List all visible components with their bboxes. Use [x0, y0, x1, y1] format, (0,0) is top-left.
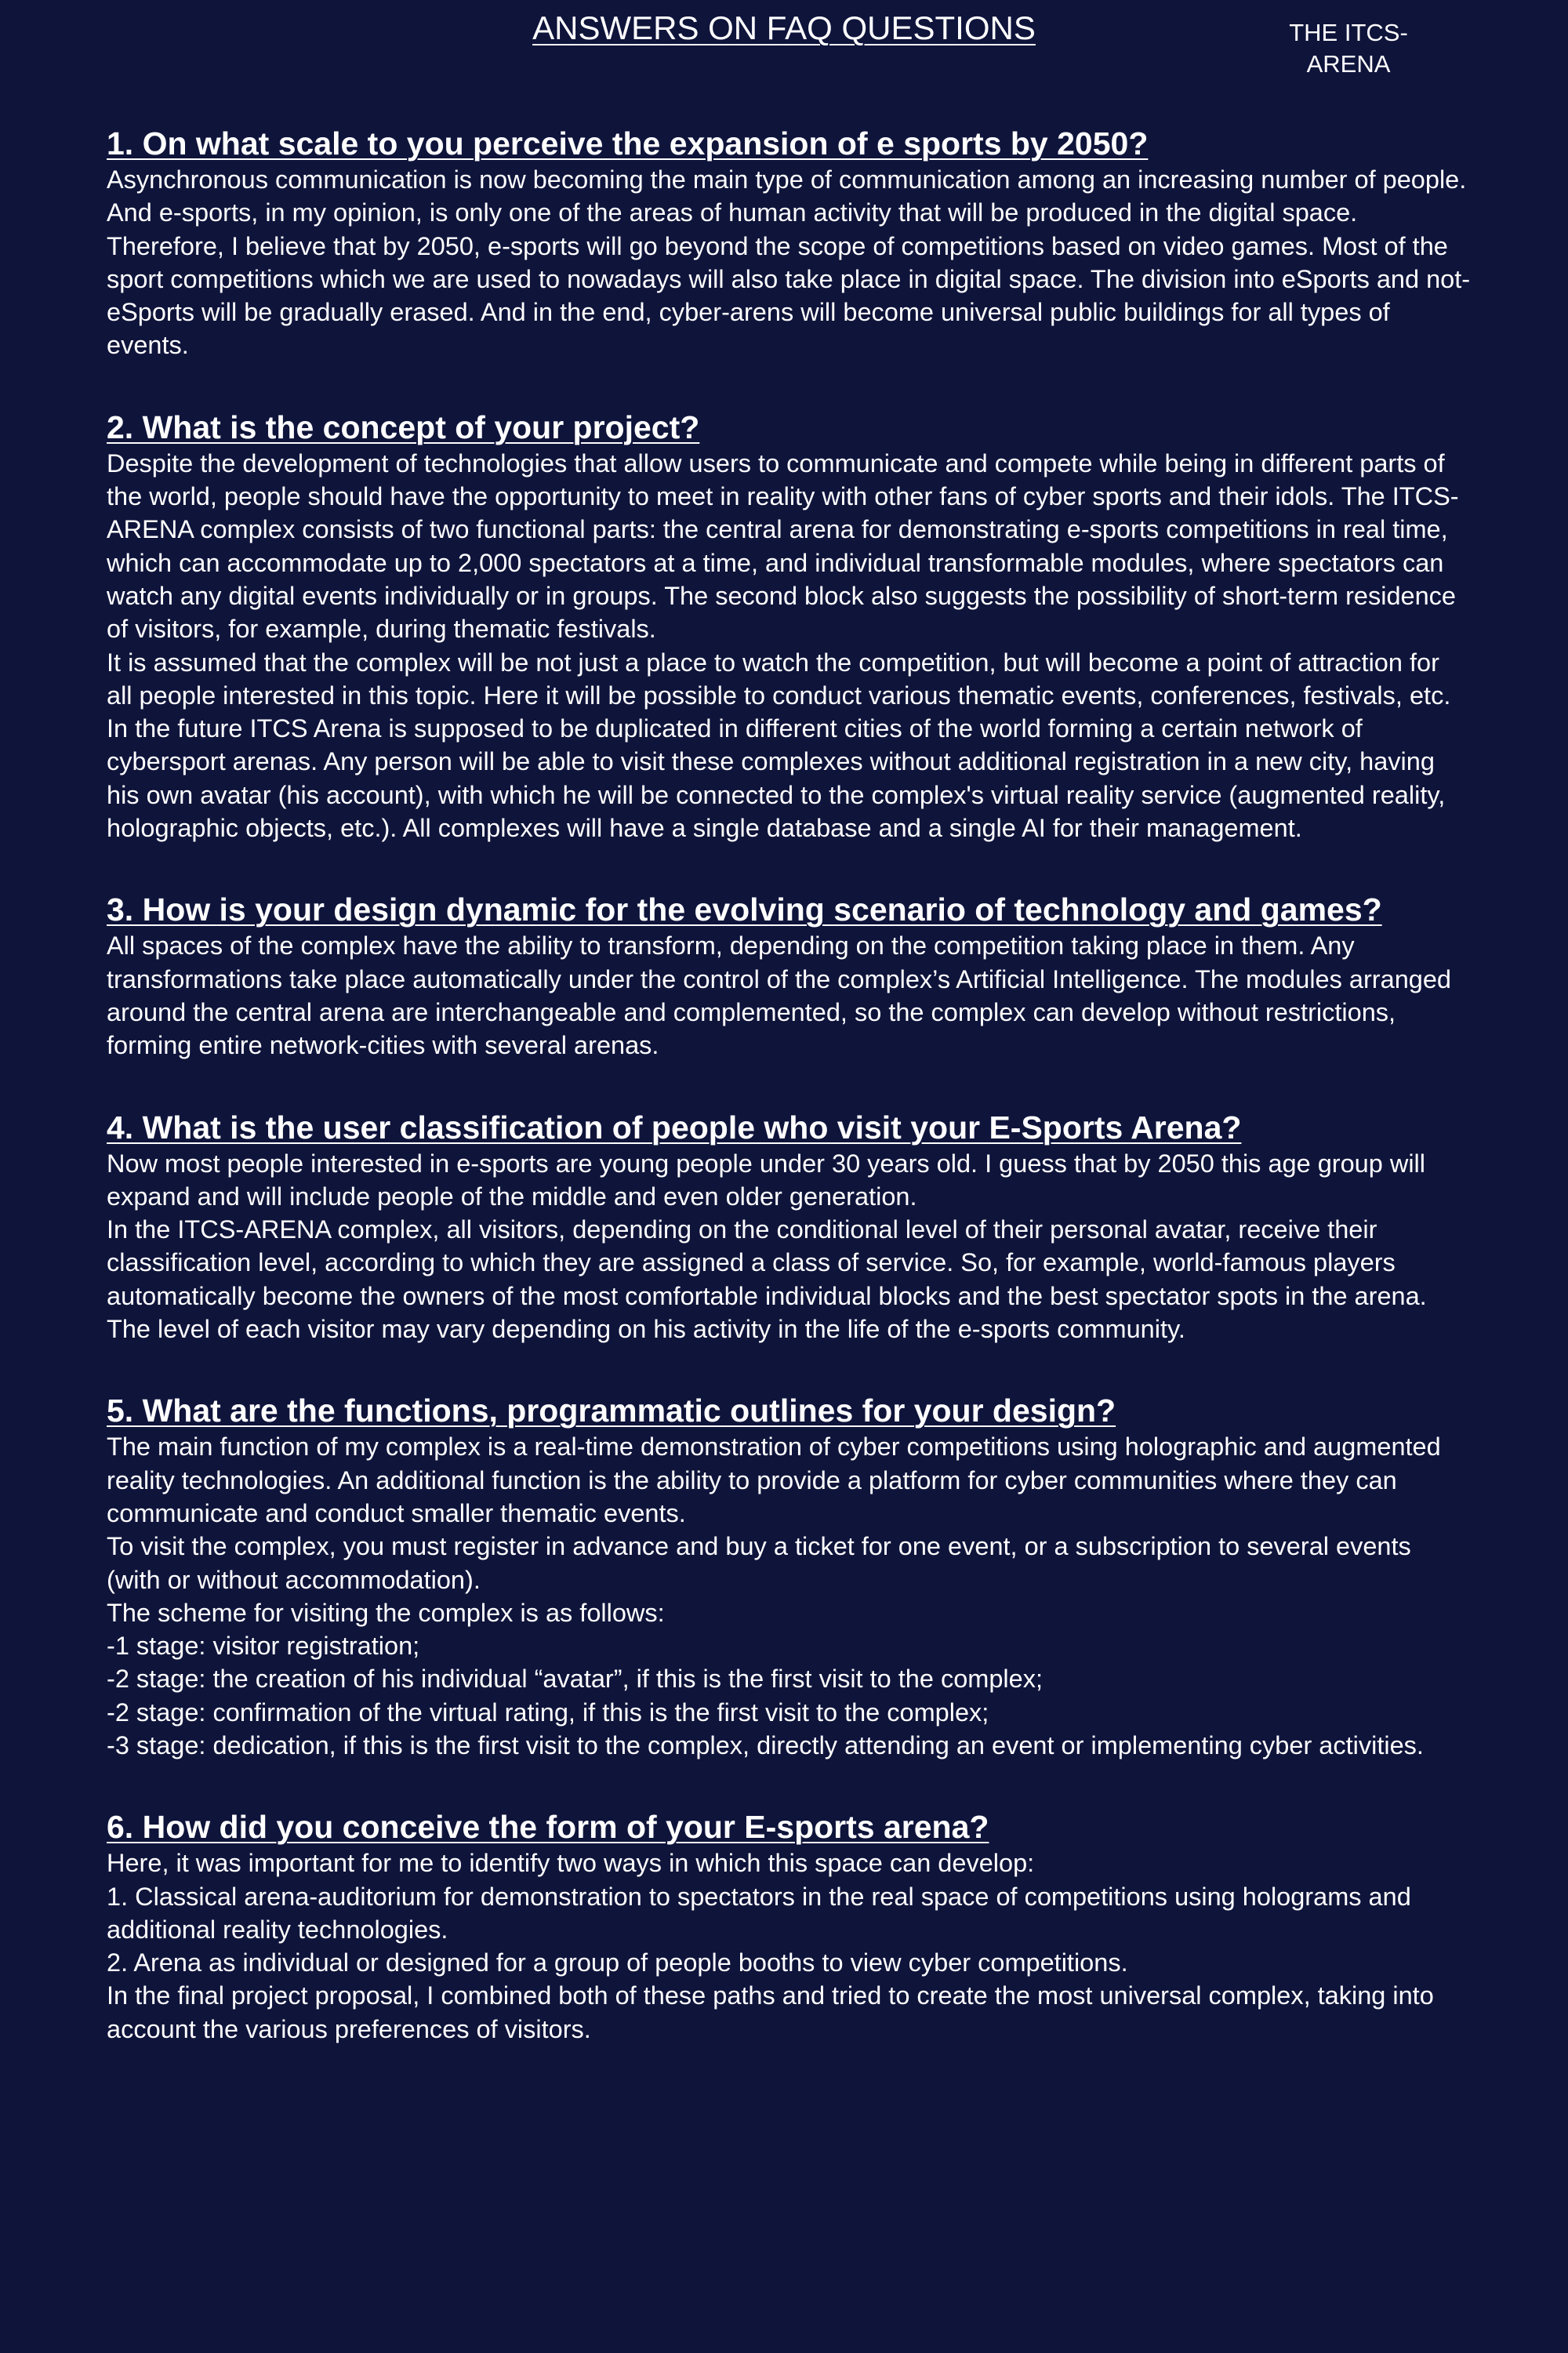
answer-body: [107, 447, 1471, 845]
brand-label: THE ITCS- ARENA: [1289, 19, 1408, 78]
answer-paragraph: To visit the complex, you must register in advance and buy a ticket for one event, or a subscription to several events (with or without accommodation).: [107, 1532, 1411, 1594]
answer-list-item: 2. Arena as individual or designed for a group of people booths to view cyber competitions.: [107, 1948, 1128, 1977]
answer-paragraph: In the final project proposal, I combined both of these paths and tried to create the most universal complex, taking into account the various preferences of visitors.: [107, 1981, 1434, 2043]
faq-section-5: [107, 1391, 1471, 1762]
answer-body: [107, 163, 1471, 362]
answer-paragraph: In the future ITCS Arena is supposed to be duplicated in different cities of the world forming a certain network of cybersport arenas. Any person will be able to visit these complexes without additional registration in a new city, having his own avatar (his account), with which he will be connected to the complex's virtual reality service (augmented reality, holographic objects, etc.). All complexes will have a single database and a single AI for their management.: [107, 714, 1446, 843]
question-heading: 1. On what scale to you perceive the expansion of e sports by 2050?: [107, 125, 1149, 162]
faq-section-4: [107, 1108, 1471, 1346]
answer-paragraph: In the ITCS-ARENA complex, all visitors, depending on the conditional level of their personal avatar, receive their classification level, according to which they are assigned a class of service. So, for example, world-famous players automatically become the owners of the most comfortable individual blocks and the best spectator spots in the arena. The level of each visitor may vary depending on his activity in the life of the e-sports community.: [107, 1215, 1427, 1344]
faq-section-3: [107, 890, 1471, 1062]
answer-paragraph: Despite the development of technologies that allow users to communicate and compete while being in different parts of the world, people should have the opportunity to meet in reality with other fans of cyber sports and their idols. The ITCS-ARENA complex consists of two functional parts: the central arena for demonstrating e-sports competitions in real time, which can accommodate up to 2,000 spectators at a time, and individual transformable modules, where spectators can watch any digital events individually or in groups. The second block also suggests the possibility of short-term residence of visitors, for example, during thematic festivals.: [107, 448, 1459, 644]
answer-body: [107, 1147, 1471, 1346]
answer-list-item: -2 stage: the creation of his individual “avatar”, if this is the first visit to the complex;: [107, 1665, 1043, 1694]
question-heading: 3. How is your design dynamic for the evolving scenario of technology and games?: [107, 891, 1382, 928]
answer-body: [107, 1846, 1471, 2046]
answer-list-item: -3 stage: dedication, if this is the first visit to the complex, directly attending an event or implementing cyber activities.: [107, 1730, 1424, 1759]
answer-paragraph: The scheme for visiting the complex is as follows:: [107, 1598, 665, 1627]
answer-paragraph: The main function of my complex is a real-time demonstration of cyber competitions using holographic and augmented reality technologies. An additional function is the ability to provide a platform for cyber communities where they can communicate and conduct smaller thematic events.: [107, 1432, 1441, 1527]
answer-list-item: 1. Classical arena-auditorium for demonstration to spectators in the real space of competitions using holograms and additional reality technologies.: [107, 1882, 1411, 1944]
answer-paragraph: Now most people interested in e-sports are young people under 30 years old. I guess that by 2050 this age group will expand and will include people of the middle and even older generation.: [107, 1149, 1425, 1211]
answer-paragraph: Here, it was important for me to identify two ways in which this space can develop:: [107, 1849, 1035, 1878]
faq-section-1: [107, 124, 1471, 362]
answer-paragraph: All spaces of the complex have the ability to transform, depending on the competition taking place in them. Any transformations take place automatically under the control of the complex’s Artificial Intelligence. The modules arranged around the central arena are interchangeable and complemented, so the complex can develop without restrictions, forming entire network-cities with several arenas.: [107, 931, 1451, 1060]
answer-paragraph: Asynchronous communication is now becoming the main type of communication among an increasing number of people. And e-sports, in my opinion, is only one of the areas of human activity that will be produced in the digital space. Therefore, I believe that by 2050, e-sports will go beyond the scope of competitions based on video games. Most of the sport competitions which we are used to nowadays will also take place in digital space. The division into eSports and not-eSports will be gradually erased. And in the end, cyber-arens will become universal public buildings for all types of events.: [107, 165, 1471, 360]
question-heading: 2. What is the concept of your project?: [107, 409, 700, 445]
faq-section-6: [107, 1807, 1471, 2046]
answer-list-item: -1 stage: visitor registration;: [107, 1632, 420, 1661]
question-heading: 6. How did you conceive the form of your E-sports arena?: [107, 1809, 989, 1846]
answer-list-item: -2 stage: confirmation of the virtual rating, if this is the first visit to the complex;: [107, 1698, 989, 1727]
faq-content: [107, 124, 1471, 2091]
answer-body: [107, 929, 1471, 1062]
answer-body: [107, 1430, 1471, 1762]
page-title: ANSWERS ON FAQ QUESTIONS: [532, 9, 1036, 46]
question-heading: 4. What is the user classification of people who visit your E-Sports Arena?: [107, 1109, 1242, 1146]
question-heading: 5. What are the functions, programmatic outlines for your design?: [107, 1393, 1116, 1429]
answer-paragraph: It is assumed that the complex will be not just a place to watch the competition, but will become a point of attraction for all people interested in this topic. Here it will be possible to conduct various thematic events, conferences, festivals, etc.: [107, 648, 1451, 710]
faq-section-2: [107, 408, 1471, 845]
